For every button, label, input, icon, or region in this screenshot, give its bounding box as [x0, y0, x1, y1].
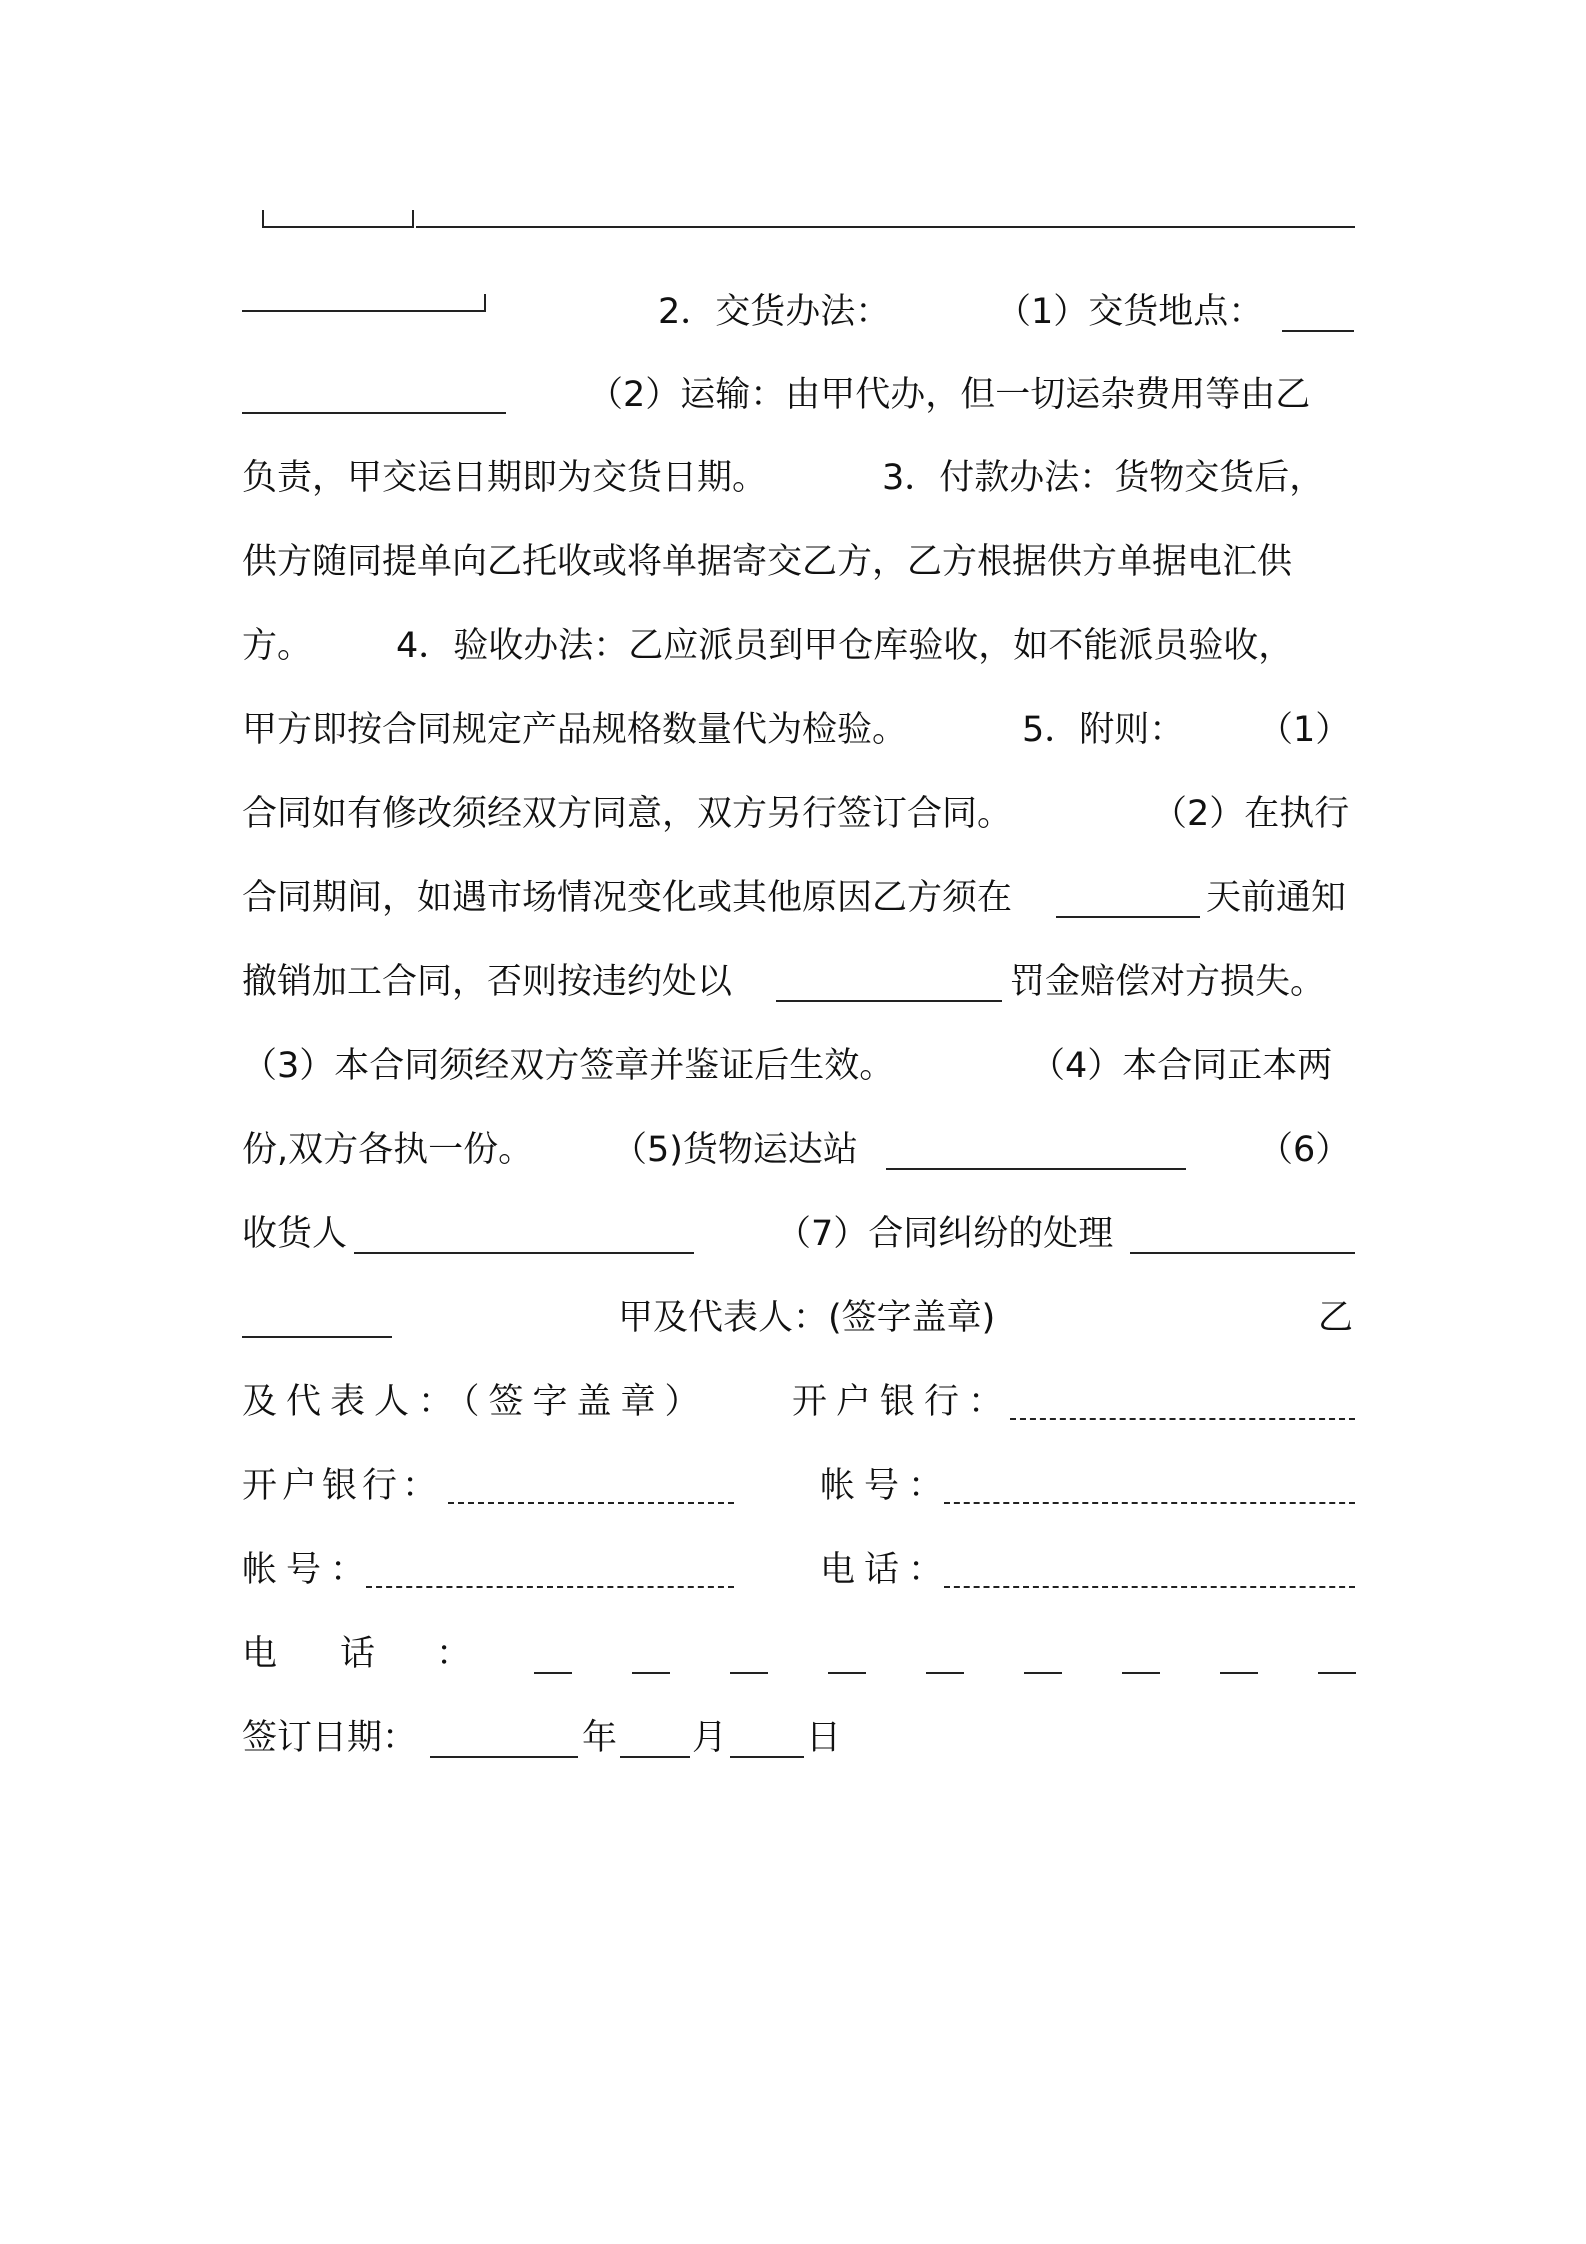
- destination-station-field[interactable]: [886, 1168, 1186, 1170]
- phone-field-segment[interactable]: [1122, 1672, 1160, 1674]
- penalty-amount-field[interactable]: [776, 1000, 1002, 1002]
- party-b-signature-label-start: 乙: [1318, 1298, 1354, 1338]
- dispute-resolution-field[interactable]: [1130, 1252, 1355, 1254]
- appendix-item-2: 合同期间，如遇市场情况变化或其他原因乙方须在: [242, 878, 1013, 918]
- phone-field-segment[interactable]: [632, 1672, 670, 1674]
- signing-year-field[interactable]: [430, 1756, 578, 1758]
- bank-label-party-b: 开户银行：: [242, 1466, 443, 1506]
- delivery-place-label: （1）交货地点：: [996, 292, 1264, 332]
- delivery-method-heading: 2．交货办法：: [658, 292, 891, 332]
- payment-clause-tail: 方。: [242, 626, 313, 666]
- party-b-signature-label: 及代表人：（签字盖章）: [242, 1382, 709, 1422]
- blank-line: [416, 226, 1355, 228]
- transport-clause: （2）运输：由甲代办，但一切运杂费用等由乙: [588, 375, 1311, 415]
- signing-month-field[interactable]: [620, 1756, 690, 1758]
- consignee-field[interactable]: [354, 1252, 694, 1254]
- bank-field-party-b[interactable]: [448, 1502, 734, 1504]
- phone-field-segment[interactable]: [1318, 1672, 1356, 1674]
- account-label-party-a: 帐号：: [820, 1466, 953, 1506]
- phone-field-segment[interactable]: [730, 1672, 768, 1674]
- appendix-item-4-tail: 份,双方各执一份。: [242, 1130, 534, 1170]
- blank-line: [262, 226, 412, 228]
- signing-day-field[interactable]: [730, 1756, 804, 1758]
- inspection-clause-tail: 甲方即按合同规定产品规格数量代为检验。: [242, 710, 908, 750]
- appendix-item-3: （3）本合同须经双方签章并鉴证后生效。: [242, 1046, 895, 1086]
- account-field-party-a[interactable]: [944, 1502, 1355, 1504]
- phone-field-segment[interactable]: [1024, 1672, 1062, 1674]
- appendix-item-2-cont: 撤销加工合同，否则按违约处以: [242, 962, 733, 1002]
- account-label-party-b: 帐号：: [242, 1550, 375, 1590]
- signing-date-label: 签订日期：: [242, 1718, 418, 1758]
- account-field-party-b[interactable]: [366, 1586, 734, 1588]
- signing-month-label: 月: [692, 1718, 728, 1758]
- phone-field-segment[interactable]: [1220, 1672, 1258, 1674]
- appendix-item-2-start: （2）在执行: [1152, 794, 1350, 834]
- appendix-item-6: 收货人: [242, 1214, 348, 1254]
- appendix-heading: 5．附则：: [1022, 710, 1185, 750]
- phone-field-segment[interactable]: [828, 1672, 866, 1674]
- delivery-place-field-cont[interactable]: [242, 412, 506, 414]
- signing-day-label: 日: [806, 1718, 842, 1758]
- blank-line: [242, 310, 486, 312]
- bracket-mark-right: [412, 210, 414, 228]
- appendix-item-1: 合同如有修改须经双方同意，双方另行签订合同。: [242, 794, 1013, 834]
- dispute-resolution-field-cont[interactable]: [242, 1336, 392, 1338]
- appendix-item-2-end: 罚金赔偿对方损失。: [1010, 962, 1326, 1002]
- appendix-item-2-notice: 天前通知: [1206, 878, 1347, 918]
- transport-clause-tail: 负责，甲交运日期即为交货日期。: [242, 458, 768, 498]
- bank-label-party-a: 开户银行：: [792, 1382, 1013, 1422]
- payment-clause-line: 供方随同提单向乙托收或将单据寄交乙方，乙方根据供方单据电汇供: [242, 542, 1293, 582]
- phone-field-segment[interactable]: [926, 1672, 964, 1674]
- bank-field-party-a[interactable]: [1010, 1418, 1355, 1420]
- appendix-item-4: （4）本合同正本两: [1030, 1046, 1333, 1086]
- notice-days-field[interactable]: [1056, 916, 1200, 918]
- phone-label-party-b-char: 电: [242, 1634, 278, 1674]
- signing-year-label: 年: [582, 1718, 618, 1758]
- phone-label-party-b-char: 话: [340, 1634, 376, 1674]
- party-a-signature-label: 甲及代表人：(签字盖章): [618, 1298, 996, 1338]
- delivery-place-field[interactable]: [1282, 330, 1354, 332]
- phone-field-party-a[interactable]: [944, 1586, 1355, 1588]
- phone-label-party-b-char: ：: [436, 1634, 472, 1674]
- phone-field-segment[interactable]: [534, 1672, 572, 1674]
- appendix-item-1-number: （1）: [1258, 710, 1351, 750]
- appendix-item-5: （5)货物运达站: [612, 1130, 858, 1170]
- bracket-mark-close: [484, 294, 486, 312]
- inspection-clause: 4．验收办法：乙应派员到甲仓库验收，如不能派员验收，: [396, 626, 1294, 666]
- phone-label-party-a: 电话：: [820, 1550, 953, 1590]
- appendix-item-7: （7）合同纠纷的处理: [776, 1214, 1114, 1254]
- payment-clause: 3．付款办法：货物交货后，: [882, 458, 1325, 498]
- appendix-item-6-number: （6）: [1258, 1130, 1351, 1170]
